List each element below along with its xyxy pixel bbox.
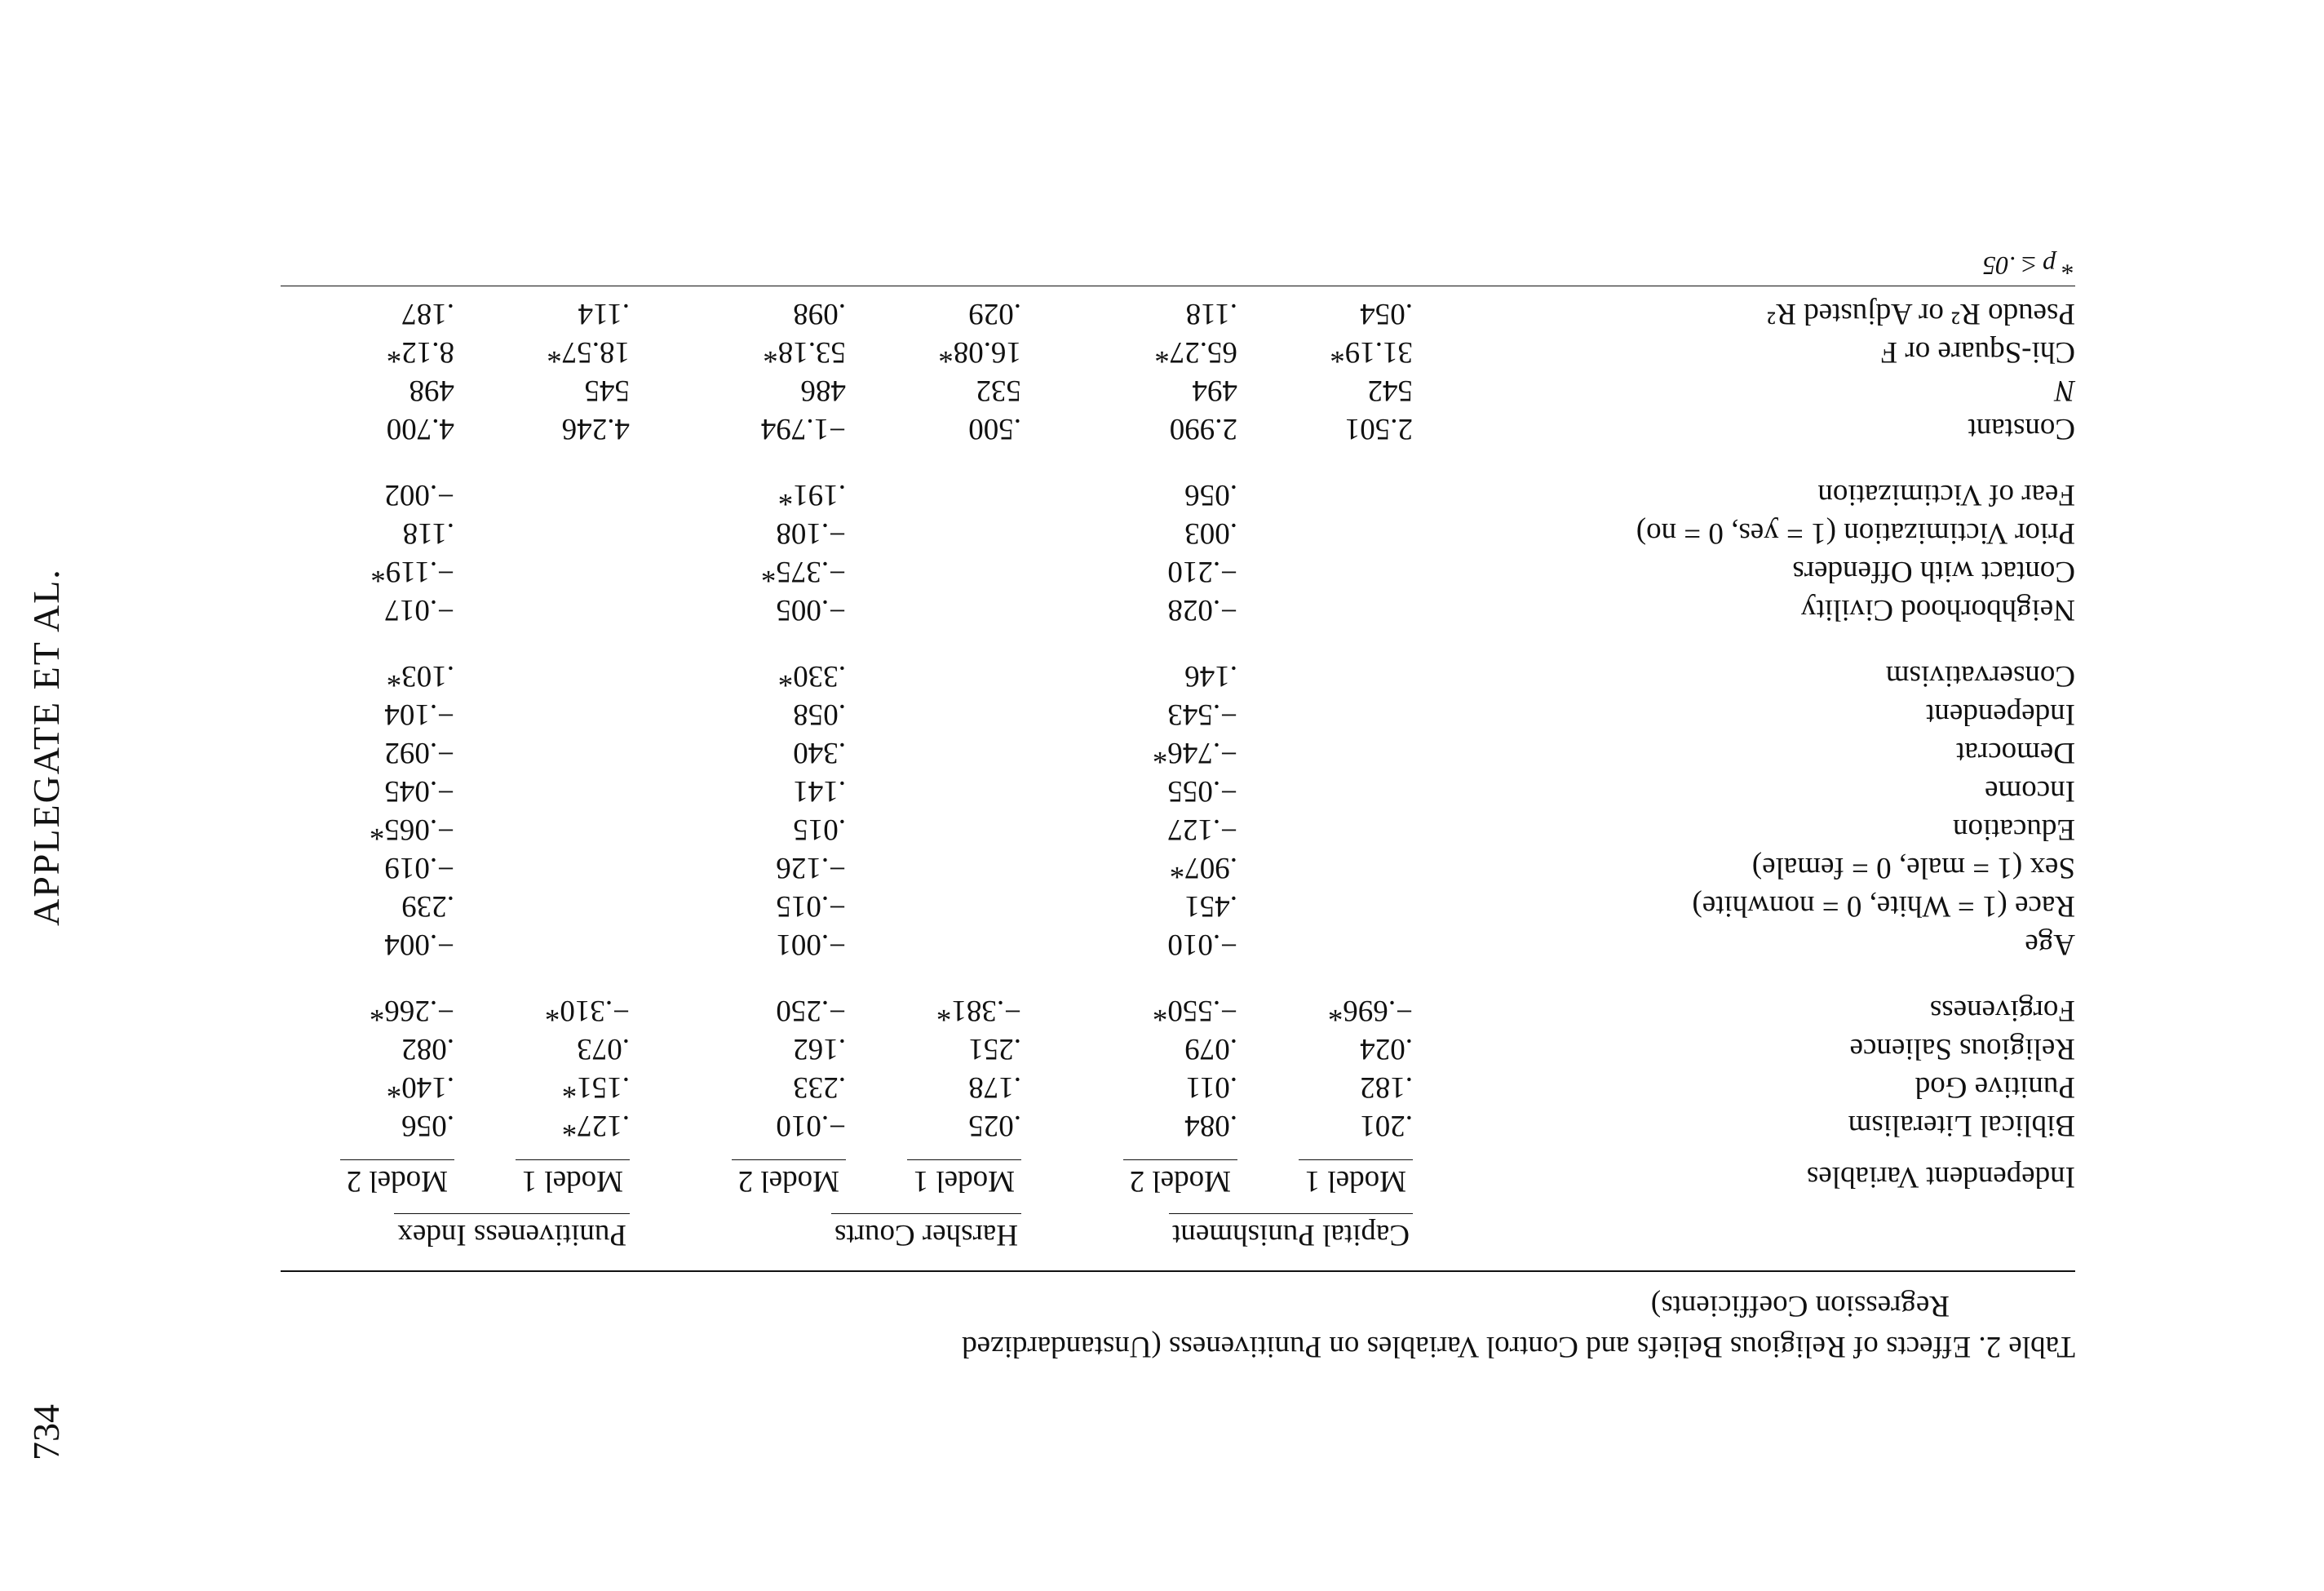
coefficient-cell: .151* bbox=[561, 1070, 630, 1104]
row-gap bbox=[281, 965, 2075, 993]
table-row-education bbox=[281, 812, 2075, 850]
model-header: Model 1 bbox=[1299, 1159, 1413, 1199]
model-header: Model 2 bbox=[732, 1159, 846, 1199]
coefficient-cell: −.696* bbox=[1327, 994, 1413, 1027]
coefficient-cell: −.004 bbox=[384, 928, 454, 961]
coefficient-cell: 486 bbox=[800, 374, 846, 407]
coefficient-cell: .073 bbox=[577, 1032, 630, 1066]
coefficient-cell: .251 bbox=[968, 1032, 1021, 1066]
coefficient-cell: −.015 bbox=[776, 889, 846, 923]
group-capital-punishment: Capital Punishment bbox=[1169, 1213, 1413, 1252]
coefficient-cell: 4.246 bbox=[561, 412, 630, 445]
group-harsher-courts: Harsher Courts bbox=[831, 1213, 1021, 1252]
coefficient-cell: 2.990 bbox=[1169, 412, 1237, 445]
row-label: Education bbox=[1952, 813, 2075, 846]
coefficient-cell bbox=[864, 773, 1039, 812]
table-row-constant bbox=[281, 411, 2075, 450]
coefficient-cell: .146 bbox=[1184, 659, 1237, 693]
coefficient-cell bbox=[864, 812, 1039, 850]
table-row-conservativism bbox=[281, 658, 2075, 697]
coefficient-cell: −.127 bbox=[1167, 813, 1237, 846]
coefficient-cell: 53.18* bbox=[763, 335, 846, 369]
coefficient-cell bbox=[472, 477, 648, 516]
coefficient-cell: .127* bbox=[561, 1109, 630, 1142]
coefficient-cell: .239 bbox=[401, 889, 454, 923]
table-row-chi-square-or-f bbox=[281, 335, 2075, 373]
table-row-pseudo-r-or-adjusted-r bbox=[281, 296, 2075, 335]
row-label: Prior Victimization (1 = yes, 0 = no) bbox=[1636, 516, 2075, 550]
coefficient-cell: 18.57* bbox=[547, 335, 630, 369]
group-punitiveness-index: Punitiveness Index bbox=[394, 1213, 630, 1252]
coefficient-cell: 498 bbox=[409, 374, 454, 407]
column-group-row bbox=[281, 1210, 2075, 1270]
coefficient-cell bbox=[1255, 889, 1431, 927]
coefficient-cell: −.126 bbox=[776, 851, 846, 884]
coefficient-cell: −.092 bbox=[384, 736, 454, 769]
coefficient-cell: .011 bbox=[1185, 1070, 1237, 1104]
coefficient-cell bbox=[1255, 697, 1431, 735]
row-label: Constant bbox=[1968, 412, 2075, 445]
row-label: Forgiveness bbox=[1929, 994, 2075, 1027]
coefficient-cell: −.250 bbox=[776, 994, 846, 1027]
table-row-religious-salience bbox=[281, 1031, 2075, 1070]
coefficient-cell: .003 bbox=[1184, 516, 1237, 550]
coefficient-cell: .114 bbox=[578, 297, 630, 330]
coefficient-cell: −.065* bbox=[369, 813, 454, 846]
row-label: Contact with Offenders bbox=[1792, 555, 2075, 588]
coefficient-cell: .054 bbox=[1360, 297, 1413, 330]
table-row-forgiveness bbox=[281, 993, 2075, 1031]
caption-line-1: Table 2. Effects of Religious Beliefs and Control Variables on Punitiveness (Unstandardized bbox=[962, 1330, 2075, 1363]
coefficient-cell: .015 bbox=[793, 813, 846, 846]
table-row-democrat bbox=[281, 735, 2075, 773]
coefficient-cell: −.550* bbox=[1152, 994, 1237, 1027]
coefficient-cell bbox=[864, 889, 1039, 927]
row-label: N bbox=[2055, 374, 2075, 407]
model-header: Model 1 bbox=[516, 1159, 630, 1199]
coefficient-cell: 2.501 bbox=[1344, 412, 1413, 445]
coefficient-cell: −.005 bbox=[776, 593, 846, 627]
caption-line-2: Regression Coefficients) bbox=[1650, 1289, 1950, 1323]
coefficient-cell: .118 bbox=[1185, 297, 1237, 330]
row-gap bbox=[281, 450, 2075, 477]
coefficient-cell bbox=[864, 927, 1039, 965]
row-label: Pseudo R² or Adjusted R² bbox=[1767, 297, 2075, 330]
coefficient-cell: .162 bbox=[793, 1032, 846, 1066]
coefficient-cell bbox=[864, 658, 1039, 697]
coefficient-cell bbox=[472, 735, 648, 773]
row-label: Age bbox=[2025, 928, 2075, 961]
coefficient-cell: −.028 bbox=[1167, 593, 1237, 627]
coefficient-cell bbox=[864, 477, 1039, 516]
table-top-rule bbox=[281, 1270, 2075, 1272]
coefficient-cell: 532 bbox=[976, 374, 1021, 407]
coefficient-cell: .201 bbox=[1360, 1109, 1413, 1142]
regression-table-block bbox=[281, 250, 2075, 1367]
coefficient-cell bbox=[1255, 850, 1431, 889]
coefficient-cell bbox=[1255, 735, 1431, 773]
table-row-sex-1-male-0-female bbox=[281, 850, 2075, 889]
model-header: Model 2 bbox=[1123, 1159, 1237, 1199]
coefficient-cell bbox=[1255, 592, 1431, 631]
model-header-row bbox=[281, 1156, 2075, 1210]
coefficient-cell bbox=[472, 592, 648, 631]
coefficient-cell: .029 bbox=[968, 297, 1021, 330]
coefficient-cell: −.543 bbox=[1167, 698, 1237, 731]
running-head-strip bbox=[0, 0, 114, 1591]
coefficient-cell: .118 bbox=[402, 516, 454, 550]
regression-table bbox=[281, 286, 2075, 1270]
row-label: Income bbox=[1985, 774, 2075, 808]
row-gap bbox=[281, 631, 2075, 658]
coefficient-cell: .098 bbox=[793, 297, 846, 330]
table-caption bbox=[281, 1285, 2075, 1367]
coefficient-cell bbox=[864, 697, 1039, 735]
row-label: Biblical Literalism bbox=[1848, 1109, 2075, 1142]
coefficient-cell bbox=[472, 516, 648, 554]
coefficient-cell: .451 bbox=[1184, 889, 1237, 923]
row-label: Democrat bbox=[1956, 736, 2075, 769]
coefficient-cell: −.119* bbox=[370, 555, 454, 588]
coefficient-cell: −.017 bbox=[384, 593, 454, 627]
coefficient-cell: .182 bbox=[1360, 1070, 1413, 1104]
table-end-spacer bbox=[281, 286, 2075, 296]
coefficient-cell: .330* bbox=[777, 659, 846, 693]
coefficient-cell: −1.794 bbox=[760, 412, 846, 445]
coefficient-cell bbox=[864, 735, 1039, 773]
table-row-contact-with-offenders bbox=[281, 554, 2075, 592]
table-row-fear-of-victimization bbox=[281, 477, 2075, 516]
coefficient-cell: .140* bbox=[386, 1070, 454, 1104]
coefficient-cell: −.001 bbox=[776, 928, 846, 961]
coefficient-cell bbox=[472, 889, 648, 927]
table-row-n bbox=[281, 373, 2075, 411]
coefficient-cell: .056 bbox=[1184, 478, 1237, 512]
stub-header: Independent Variables bbox=[1806, 1160, 2075, 1194]
coefficient-cell: −.010 bbox=[776, 1109, 846, 1142]
table-row-prior-victimization-1-yes-0-no bbox=[281, 516, 2075, 554]
coefficient-cell: −.019 bbox=[384, 851, 454, 884]
table-row-independent bbox=[281, 697, 2075, 735]
row-label: Conservativism bbox=[1885, 659, 2075, 693]
coefficient-cell: .907* bbox=[1169, 851, 1237, 884]
row-label: Punitive God bbox=[1915, 1070, 2075, 1104]
row-label: Sex (1 = male, 0 = female) bbox=[1751, 851, 2075, 884]
coefficient-cell: .079 bbox=[1184, 1032, 1237, 1066]
coefficient-cell: 31.19* bbox=[1330, 335, 1413, 369]
row-label: Neighborhood Civility bbox=[1800, 593, 2075, 627]
coefficient-cell: −.104 bbox=[384, 698, 454, 731]
coefficient-cell: .025 bbox=[968, 1109, 1021, 1142]
page-number: 734 bbox=[25, 1404, 67, 1460]
coefficient-cell: .187 bbox=[401, 297, 454, 330]
coefficient-cell: −.310* bbox=[544, 994, 630, 1027]
coefficient-cell bbox=[864, 592, 1039, 631]
coefficient-cell: −.210 bbox=[1167, 555, 1237, 588]
coefficient-cell: 16.08* bbox=[938, 335, 1021, 369]
table-footnote: * p ≤ .05 bbox=[1982, 251, 2075, 281]
coefficient-cell: 4.700 bbox=[386, 412, 454, 445]
table-row-age bbox=[281, 927, 2075, 965]
coefficient-cell: .084 bbox=[1184, 1109, 1237, 1142]
table-row-neighborhood-civility bbox=[281, 592, 2075, 631]
coefficient-cell bbox=[1255, 812, 1431, 850]
coefficient-cell: .056 bbox=[401, 1109, 454, 1142]
running-head-authors: APPLEGATE ET AL. bbox=[25, 568, 67, 926]
coefficient-cell bbox=[1255, 516, 1431, 554]
model-header: Model 2 bbox=[340, 1159, 454, 1199]
coefficient-cell bbox=[1255, 554, 1431, 592]
coefficient-cell: .024 bbox=[1360, 1032, 1413, 1066]
coefficient-cell: −.010 bbox=[1167, 928, 1237, 961]
coefficient-cell bbox=[1255, 773, 1431, 812]
coefficient-cell bbox=[864, 554, 1039, 592]
coefficient-cell: 545 bbox=[584, 374, 630, 407]
model-header: Model 1 bbox=[907, 1159, 1021, 1199]
coefficient-cell bbox=[472, 697, 648, 735]
coefficient-cell: −.045 bbox=[384, 774, 454, 808]
header-separator bbox=[281, 1146, 2075, 1156]
row-label: Chi-Square or F bbox=[1880, 335, 2075, 369]
coefficient-cell: .340 bbox=[793, 736, 846, 769]
coefficient-cell: 65.27* bbox=[1154, 335, 1237, 369]
coefficient-cell: .141 bbox=[793, 774, 846, 808]
coefficient-cell bbox=[1255, 927, 1431, 965]
coefficient-cell: −.381* bbox=[936, 994, 1021, 1027]
coefficient-cell: 8.12* bbox=[386, 335, 454, 369]
coefficient-cell: .178 bbox=[968, 1070, 1021, 1104]
row-label: Fear of Victimization bbox=[1817, 478, 2075, 512]
coefficient-cell bbox=[472, 554, 648, 592]
coefficient-cell: 494 bbox=[1192, 374, 1237, 407]
coefficient-cell bbox=[472, 658, 648, 697]
coefficient-cell bbox=[472, 773, 648, 812]
coefficient-cell: −.002 bbox=[384, 478, 454, 512]
coefficient-cell: .233 bbox=[793, 1070, 846, 1104]
coefficient-cell: −.055 bbox=[1167, 774, 1237, 808]
coefficient-cell: .058 bbox=[793, 698, 846, 731]
coefficient-cell bbox=[472, 812, 648, 850]
row-label: Religious Salience bbox=[1849, 1032, 2075, 1066]
coefficient-cell: −.746* bbox=[1152, 736, 1237, 769]
coefficient-cell bbox=[864, 516, 1039, 554]
coefficient-cell: 542 bbox=[1367, 374, 1413, 407]
table-row-race-1-white-0-nonwhite bbox=[281, 889, 2075, 927]
table-row-income bbox=[281, 773, 2075, 812]
coefficient-cell: −.108 bbox=[776, 516, 846, 550]
coefficient-cell bbox=[1255, 477, 1431, 516]
coefficient-cell bbox=[1255, 658, 1431, 697]
coefficient-cell: −.375* bbox=[760, 555, 846, 588]
coefficient-cell: −.266* bbox=[369, 994, 454, 1027]
coefficient-cell bbox=[472, 850, 648, 889]
coefficient-cell: .082 bbox=[401, 1032, 454, 1066]
coefficient-cell: .500 bbox=[968, 412, 1021, 445]
table-row-punitive-god bbox=[281, 1070, 2075, 1108]
coefficient-cell bbox=[864, 850, 1039, 889]
table-row-biblical-literalism bbox=[281, 1108, 2075, 1146]
coefficient-cell bbox=[472, 927, 648, 965]
coefficient-cell: .103* bbox=[386, 659, 454, 693]
row-label: Independent bbox=[1926, 698, 2075, 731]
coefficient-cell: .191* bbox=[777, 478, 846, 512]
row-label: Race (1 = White, 0 = nonwhite) bbox=[1692, 889, 2075, 923]
